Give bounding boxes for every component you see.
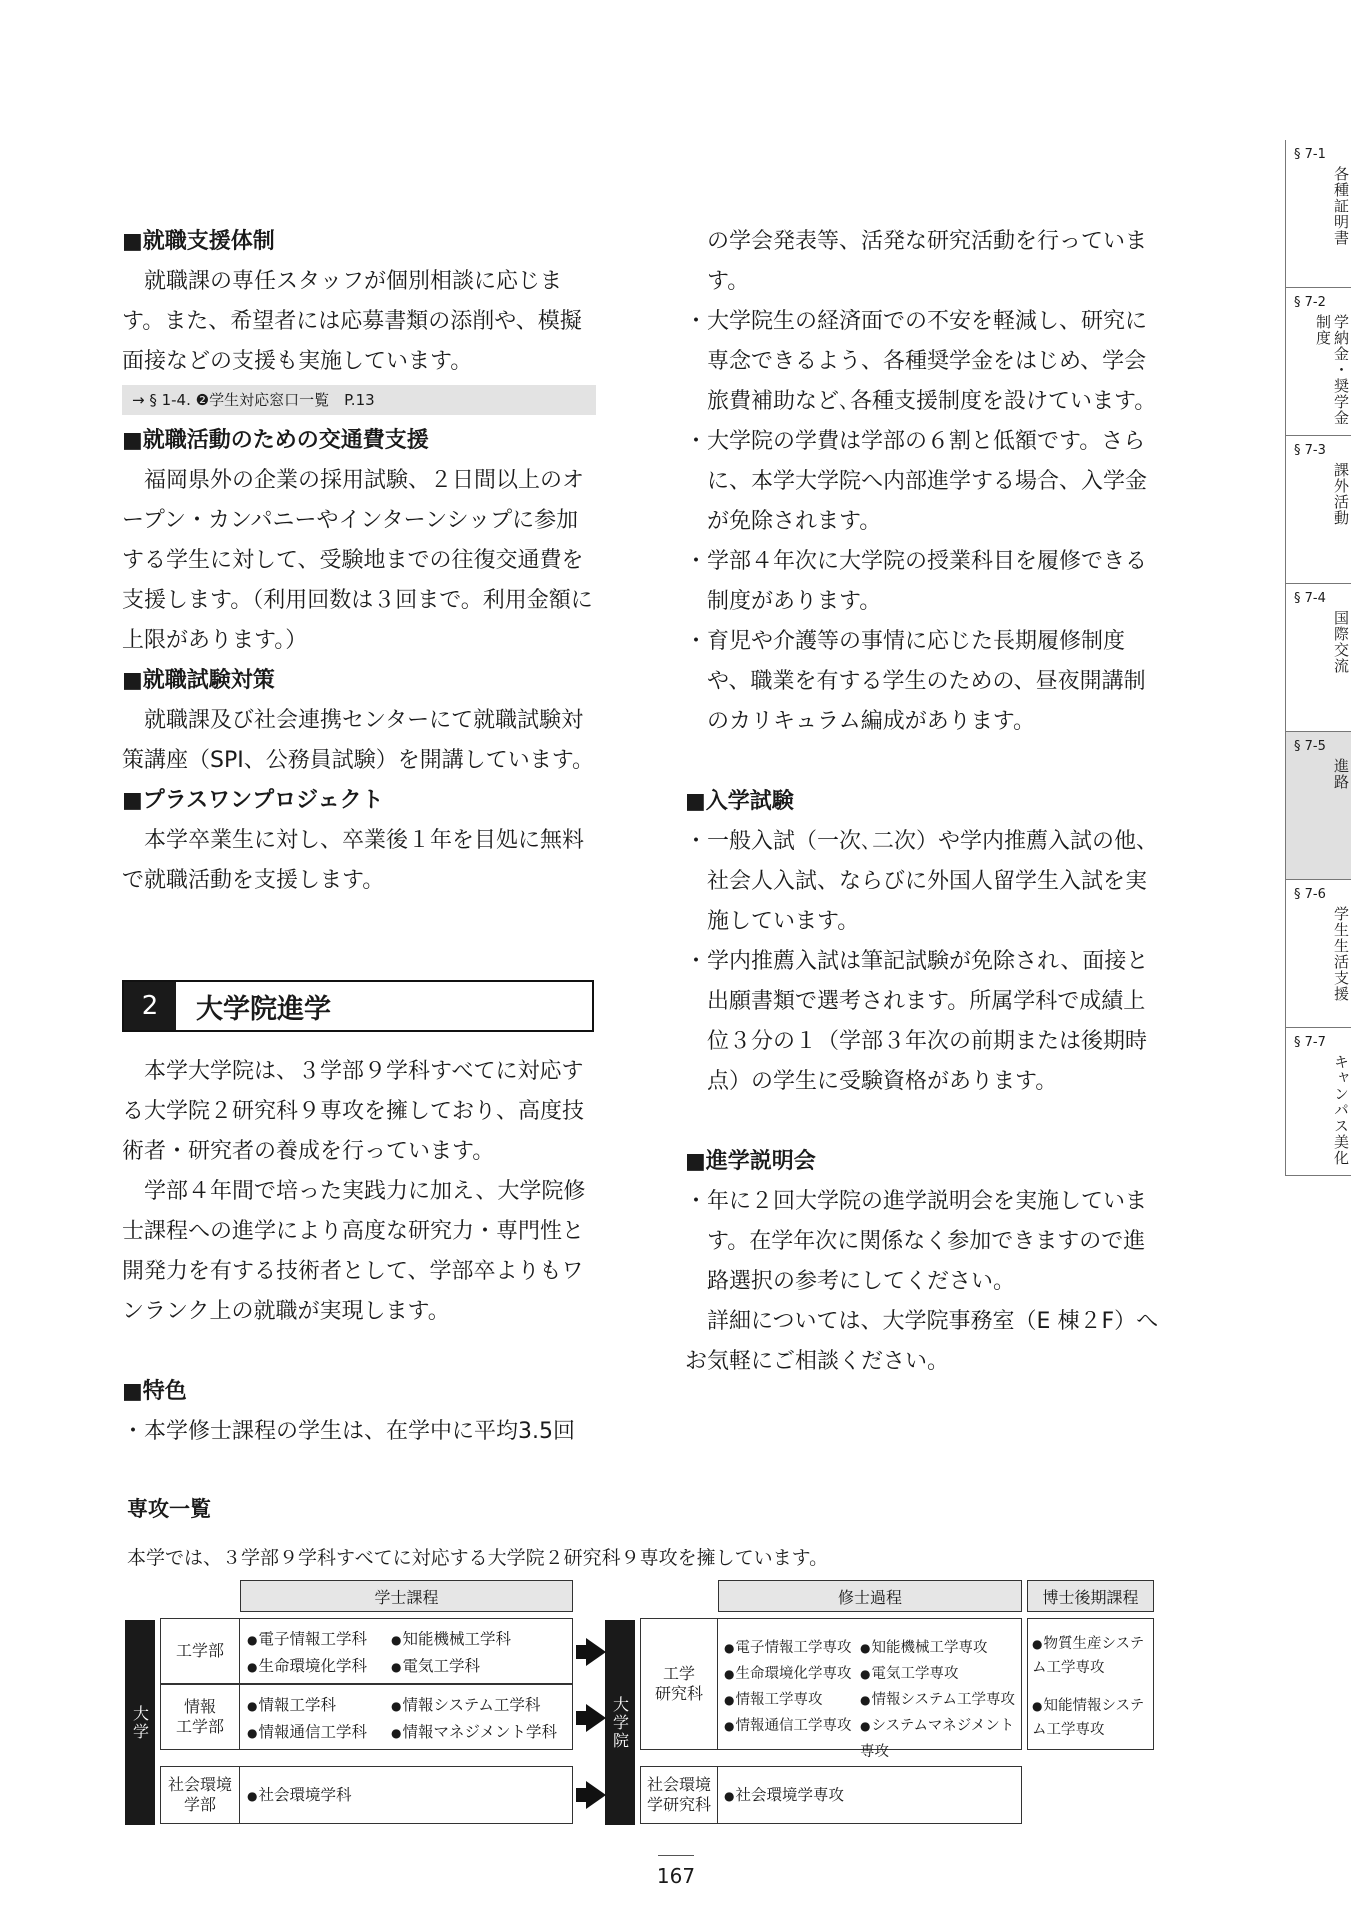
faculty-social-depts (247, 1782, 447, 1809)
tab-number: § 7-2 (1294, 295, 1326, 310)
arrow-right-icon (586, 1704, 606, 1732)
major-item: ● 知能情報システム工学専攻 (1032, 1694, 1150, 1742)
grad-social-env: 社会環境 学研究科 (646, 1775, 711, 1814)
heading-travel-support: ■就職活動のための交通費支援 (122, 428, 429, 453)
heading-info-session: ■進学説明会 (685, 1149, 816, 1174)
tab-number: § 7-1 (1294, 147, 1326, 162)
job-support-text: 就職課の専任スタッフが個別相談に応じます。また、希望者には応募書類の添削や、模擬面接などの支援も実施しています。 (122, 269, 582, 374)
major-item: ● 生命環境化学専攻 (724, 1661, 854, 1687)
tab-7-3[interactable] (1285, 436, 1351, 584)
heading-exam-prep: ■就職試験対策 (122, 668, 275, 693)
feature-bullet-4: ・学部４年次に大学院の授業科目を履修できる制度があります。 (685, 549, 1148, 614)
feature-bullet-1-cont: の学会発表等、活発な研究活動を行っています。 (707, 229, 1148, 294)
grad-social-majors (724, 1782, 924, 1809)
major-item: ● 情報通信工学専攻 (724, 1713, 854, 1765)
feature-bullet-3: ・大学院の学費は学部の６割と低額です。さらに、本学大学院へ内部進学する場合、入学金が免除されます。 (685, 429, 1148, 534)
section-2-heading (122, 980, 594, 1032)
tab-label: 各種証明書 (1332, 166, 1350, 246)
feature-bullet-1: ・本学修士課程の学生は、在学中に平均3.5回 (122, 1419, 575, 1444)
dept-item: ● 情報通信工学科 (247, 1719, 377, 1746)
grad-school-label: 大学院 (605, 1620, 635, 1825)
majors-title: 専攻一覧 (127, 1497, 211, 1521)
feature-bullet-2: ・大学院生の経済面での不安を軽減し、研究に専念できるよう、各種奨学金をはじめ、学会旅費補助など､各種支援制度を設けています。 (685, 309, 1157, 414)
arrow-right-icon (586, 1638, 606, 1666)
tab-7-6[interactable] (1285, 880, 1351, 1028)
faculty-social-env: 社会環境 学部 (167, 1775, 232, 1814)
majors-intro: 本学では、３学部９学科すべてに対応する大学院２研究科９専攻を擁しています。 (127, 1547, 829, 1569)
tab-label: キャンパス美化 (1332, 1054, 1350, 1166)
faculty-info-depts (247, 1692, 571, 1746)
tab-number: § 7-7 (1294, 1035, 1326, 1050)
dept-item: ● 情報システム工学科 (391, 1692, 571, 1719)
grad-engineering: 工学 研究科 (654, 1664, 703, 1703)
cross-reference: → § 1-4. ❷学生対応窓口一覧 P.13 (122, 385, 596, 415)
tab-7-4[interactable] (1285, 584, 1351, 732)
major-item: ● システムマネジメント専攻 (860, 1713, 1020, 1765)
university-label: 大学 (125, 1620, 155, 1825)
header-master: 修士過程 (718, 1580, 1022, 1612)
grad-engineering-majors (724, 1635, 1020, 1765)
exam-bullet-2: ・学内推薦入試は筆記試験が免除され、面接と出願書類で選考されます。所属学科で成績上位３分の１（学部３年次の前期または後期時点）の学生に受験資格があります。 (685, 949, 1149, 1094)
dept-item: ● 知能機械工学科 (391, 1626, 571, 1653)
tab-label: 国際交流 (1332, 610, 1350, 674)
tab-7-7[interactable] (1285, 1028, 1351, 1176)
tab-number: § 7-3 (1294, 443, 1326, 458)
page-number-rule (658, 1855, 694, 1856)
heading-job-support: ■就職支援体制 (122, 229, 275, 254)
tab-number: § 7-4 (1294, 591, 1326, 606)
header-bachelor: 学士課程 (240, 1580, 573, 1612)
page-number: 167 (656, 1864, 696, 1888)
header-doctor: 博士後期課程 (1027, 1580, 1154, 1612)
section-title: 大学院進学 (196, 993, 331, 1025)
major-item: ● 情報システム工学専攻 (860, 1687, 1020, 1713)
tab-7-5[interactable] (1285, 732, 1351, 880)
exam-bullet-1: ・一般入試（一次､二次）や学内推薦入試の他、社会人入試、ならびに外国人留学生入試を実施しています。 (685, 829, 1159, 934)
section-number: 2 (124, 982, 176, 1030)
left-column-lower (122, 1052, 596, 1452)
heading-plus-one: ■プラスワンプロジェクト (122, 788, 384, 813)
heading-features: ■特色 (122, 1379, 187, 1404)
faculty-engineering: 工学部 (175, 1641, 224, 1660)
dept-item: ● 情報工学科 (247, 1692, 377, 1719)
tab-number: § 7-5 (1294, 739, 1326, 754)
major-item: ● 電気工学専攻 (860, 1661, 1020, 1687)
dept-item: ● 電気工学科 (391, 1653, 571, 1680)
dept-item: ● 生命環境化学科 (247, 1653, 377, 1680)
tab-7-2[interactable] (1285, 288, 1351, 436)
major-item: ● 電子情報工学専攻 (724, 1635, 854, 1661)
plus-one-text: 本学卒業生に対し、卒業後１年を目処に無料で就職活動を支援します。 (122, 828, 585, 893)
doctor-majors (1032, 1632, 1150, 1742)
tab-label: 課外活動 (1332, 462, 1350, 526)
contact-text: 詳細については、大学院事務室（E 棟２F）へお気軽にご相談ください。 (685, 1309, 1159, 1374)
tab-7-1[interactable] (1285, 140, 1351, 288)
exam-prep-text: 就職課及び社会連携センターにて就職試験対策講座（SPI、公務員試験）を開講しています。 (122, 708, 594, 773)
faculty-engineering-depts (247, 1626, 571, 1680)
dept-item: ● 電子情報工学科 (247, 1626, 377, 1653)
dept-item: ● 情報マネジメント学科 (391, 1719, 571, 1746)
major-item: ● 社会環境学専攻 (724, 1782, 924, 1809)
left-column (122, 222, 596, 901)
major-item: ● 情報工学専攻 (724, 1687, 854, 1713)
info-session-bullet: ・年に２回大学院の進学説明会を実施しています。在学年次に関係なく参加できますので進路選択の参考にしてください。 (685, 1189, 1148, 1294)
arrow-right-icon (586, 1781, 606, 1809)
grad-school-benefit: 学部４年間で培った実践力に加え、大学院修士課程への進学により高度な研究力・専門性と開発力を有する技術者として、学部卒よりもワンランク上の就職が実現します。 (122, 1179, 586, 1324)
side-tab-index (1285, 140, 1351, 1176)
travel-support-text: 福岡県外の企業の採用試験、２日間以上のオープン・カンパニーやインターンシップに参加する学生に対して、受験地までの往復交通費を支援します。（利用回数は３回まで。利用金額に上限があります。） (122, 468, 593, 653)
faculty-info-eng: 情報 工学部 (175, 1697, 224, 1736)
heading-entrance-exam: ■入学試験 (685, 789, 794, 814)
tab-label: 進路 (1332, 758, 1350, 790)
tab-label: 学生生活支援 (1332, 906, 1350, 1002)
feature-bullet-5: ・育児や介護等の事情に応じた長期履修制度や、職業を有する学生のための、昼夜開講制のカリキュラム編成があります。 (685, 629, 1146, 734)
major-item: ● 知能機械工学専攻 (860, 1635, 1020, 1661)
grad-school-intro: 本学大学院は、３学部９学科すべてに対応する大学院２研究科９専攻を擁しており、高度技術者・研究者の養成を行っています。 (122, 1059, 585, 1164)
tab-label: 学納金・奨学金制度 (1314, 314, 1350, 426)
major-item: ● 物質生産システム工学専攻 (1032, 1632, 1150, 1680)
tab-number: § 7-6 (1294, 887, 1326, 902)
right-column (685, 222, 1159, 1382)
dept-item: ● 社会環境学科 (247, 1782, 447, 1809)
